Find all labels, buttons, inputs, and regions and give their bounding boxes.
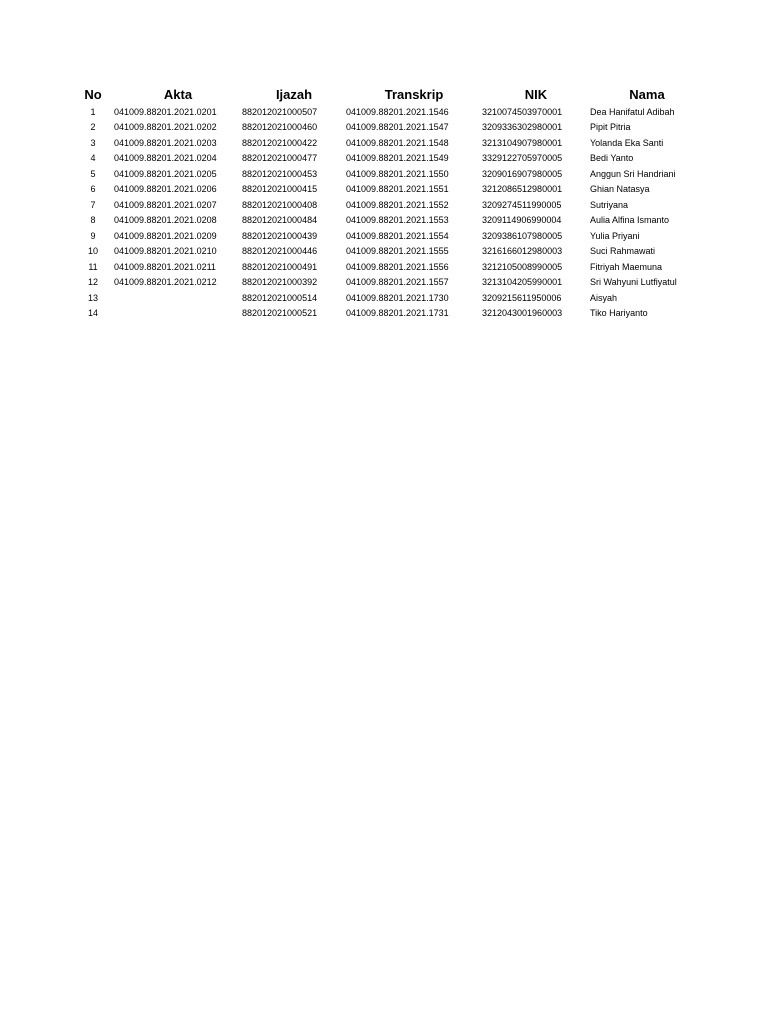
cell-ijazah: 882012021000392 (242, 277, 318, 288)
cell-no: 14 (87, 308, 98, 319)
header-no: No (84, 86, 102, 102)
cell-nama: Anggun Sri Handriani (590, 168, 676, 179)
cell-no: 13 (87, 292, 98, 303)
cell-no: 1 (90, 106, 96, 117)
header-ijazah: Ijazah (275, 86, 313, 102)
cell-transkrip: 041009.88201.2021.1730 (346, 292, 449, 303)
cell-no: 6 (90, 184, 96, 195)
cell-nik: 3210074503970001 (482, 106, 563, 117)
cell-ijazah: 882012021000460 (242, 122, 318, 133)
cell-no: 11 (88, 261, 98, 272)
cell-ijazah: 882012021000422 (242, 137, 318, 148)
cell-ijazah: 882012021000484 (242, 215, 318, 226)
cell-no: 10 (87, 246, 98, 257)
cell-nama: Bedi Yanto (590, 153, 634, 164)
cell-nama: Suci Rahmawati (590, 246, 656, 257)
cell-nama: Pipit Pitria (590, 122, 631, 133)
table-row (72, 213, 704, 229)
table-row (72, 120, 704, 136)
cell-nama: Yulia Priyani (590, 230, 640, 241)
cell-nik: 3209386107980005 (482, 230, 563, 241)
cell-no: 8 (90, 215, 96, 226)
header-akta: Akta (163, 86, 193, 102)
cell-transkrip: 041009.88201.2021.1731 (346, 308, 449, 319)
cell-akta: 041009.88201.2021.0208 (114, 215, 217, 226)
table-row (72, 197, 704, 213)
cell-nama: Yolanda Eka Santi (590, 137, 664, 148)
header-nik: NIK (524, 86, 548, 102)
cell-nama: Sri Wahyuni Lutfiyatul (590, 277, 677, 288)
cell-transkrip: 041009.88201.2021.1549 (346, 153, 449, 164)
cell-nik: 3212086512980001 (482, 184, 563, 195)
header-nama: Nama (629, 86, 665, 102)
cell-ijazah: 882012021000415 (242, 184, 318, 195)
table-row (72, 228, 704, 244)
cell-nama: Tiko Hariyanto (590, 308, 648, 319)
cell-nik: 3209114906990004 (482, 215, 562, 226)
cell-transkrip: 041009.88201.2021.1546 (346, 106, 449, 117)
student-records-table (72, 84, 704, 321)
cell-nik: 3209336302980001 (482, 122, 563, 133)
cell-no: 3 (90, 137, 96, 148)
cell-ijazah: 882012021000514 (242, 292, 318, 303)
cell-nik: 3213104205990001 (482, 277, 563, 288)
cell-akta: 041009.88201.2021.0207 (114, 199, 217, 210)
cell-nik: 3212043001960003 (482, 308, 563, 319)
table-body (72, 104, 704, 321)
cell-ijazah: 882012021000477 (242, 153, 318, 164)
cell-transkrip: 041009.88201.2021.1555 (346, 246, 449, 257)
cell-nik: 3209016907980005 (482, 168, 563, 179)
cell-akta (114, 306, 242, 322)
cell-no: 7 (90, 199, 96, 210)
cell-ijazah: 882012021000439 (242, 230, 318, 241)
cell-akta: 041009.88201.2021.0205 (114, 168, 217, 179)
cell-nik: 3329122705970005 (482, 153, 563, 164)
table-row (72, 290, 704, 306)
cell-ijazah: 882012021000507 (242, 106, 318, 117)
cell-akta: 041009.88201.2021.0206 (114, 184, 217, 195)
cell-ijazah: 882012021000446 (242, 246, 318, 257)
table-row (72, 104, 704, 120)
cell-nama: Fitriyah Maemuna (590, 261, 663, 272)
cell-no: 2 (90, 122, 96, 133)
cell-akta: 041009.88201.2021.0211 (114, 261, 216, 272)
cell-no: 9 (90, 230, 96, 241)
cell-no: 12 (87, 277, 98, 288)
cell-ijazah: 882012021000453 (242, 168, 318, 179)
cell-transkrip: 041009.88201.2021.1551 (346, 184, 449, 195)
table-row (72, 151, 704, 167)
cell-akta: 041009.88201.2021.0202 (114, 122, 217, 133)
table-row (72, 259, 704, 275)
cell-akta: 041009.88201.2021.0209 (114, 230, 217, 241)
cell-nik: 3213104907980001 (482, 137, 563, 148)
cell-nik: 3216166012980003 (482, 246, 563, 257)
cell-nama: Sutriyana (590, 199, 629, 210)
cell-nik: 3209215611950006 (482, 292, 562, 303)
cell-transkrip: 041009.88201.2021.1550 (346, 168, 449, 179)
cell-akta: 041009.88201.2021.0201 (114, 106, 217, 117)
cell-ijazah: 882012021000408 (242, 199, 318, 210)
table-row (72, 275, 704, 291)
cell-transkrip: 041009.88201.2021.1548 (346, 137, 449, 148)
cell-ijazah: 882012021000491 (242, 261, 318, 272)
cell-transkrip: 041009.88201.2021.1554 (346, 230, 449, 241)
cell-transkrip: 041009.88201.2021.1556 (346, 261, 449, 272)
table-row (72, 306, 704, 322)
cell-akta: 041009.88201.2021.0203 (114, 137, 217, 148)
cell-ijazah: 882012021000521 (242, 308, 318, 319)
table-row (72, 244, 704, 260)
cell-transkrip: 041009.88201.2021.1553 (346, 215, 449, 226)
cell-akta: 041009.88201.2021.0210 (114, 246, 217, 257)
cell-nik: 3209274511990005 (482, 199, 562, 210)
cell-nama: Ghian Natasya (590, 184, 650, 195)
cell-akta: 041009.88201.2021.0204 (114, 153, 217, 164)
header-transkrip: Transkrip (384, 86, 444, 102)
table-row (72, 166, 704, 182)
table-header-row (72, 84, 704, 104)
cell-nama: Aulia Alfina Ismanto (590, 215, 670, 226)
table-row (72, 182, 704, 198)
cell-akta: 041009.88201.2021.0212 (114, 277, 217, 288)
cell-transkrip: 041009.88201.2021.1557 (346, 277, 449, 288)
cell-nama: Aisyah (590, 292, 618, 303)
cell-no: 5 (90, 168, 96, 179)
cell-transkrip: 041009.88201.2021.1552 (346, 199, 449, 210)
cell-nama: Dea Hanifatul Adibah (590, 106, 675, 117)
table-row (72, 135, 704, 151)
cell-akta (114, 290, 242, 306)
cell-no: 4 (90, 153, 96, 164)
cell-nik: 3212105008990005 (482, 261, 563, 272)
cell-transkrip: 041009.88201.2021.1547 (346, 122, 449, 133)
